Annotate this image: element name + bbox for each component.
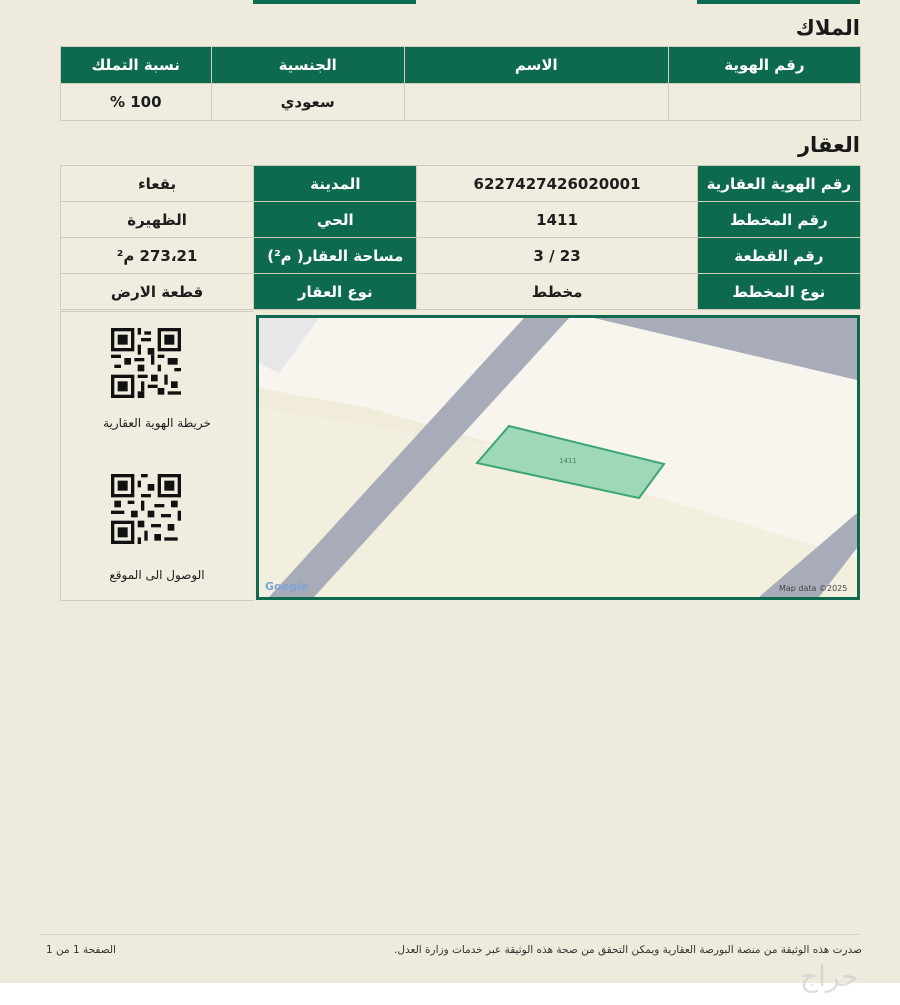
table-row	[61, 274, 861, 310]
property-label: المدينة	[254, 166, 417, 202]
qr-panel	[60, 311, 253, 601]
table-row	[61, 166, 861, 202]
property-value: 1411	[417, 202, 697, 238]
property-label: مساحة العقار( م²)	[254, 238, 417, 274]
qr-code-location-icon[interactable]	[111, 474, 181, 544]
property-label: نوع المخطط	[697, 274, 860, 310]
qr-location-label: الوصول الى الموقع	[109, 568, 205, 582]
property-label: الحي	[254, 202, 417, 238]
table-row	[61, 202, 861, 238]
property-value: مخطط	[417, 274, 697, 310]
bottom-strip	[0, 983, 900, 1005]
owner-nationality-cell: سعودي	[211, 84, 404, 121]
owners-header-ratio: نسبة التملك	[61, 47, 212, 84]
owner-ratio-cell: 100 %	[61, 84, 212, 121]
property-label: رقم الهوية العقارية	[697, 166, 860, 202]
property-value: الظهيرة	[61, 202, 254, 238]
qr-map-label: خريطة الهوية العقارية	[103, 416, 211, 430]
parcel-number: 1411	[559, 457, 577, 465]
owners-section-title: الملاك	[795, 16, 860, 40]
property-table	[60, 165, 861, 310]
owners-header-name: الاسم	[404, 47, 668, 84]
google-logo: Google	[265, 580, 309, 593]
property-value: 273،21 م²	[61, 238, 254, 274]
parcel-map[interactable]	[256, 315, 860, 600]
property-label: رقم القطعة	[697, 238, 860, 274]
property-label: رقم المخطط	[697, 202, 860, 238]
owners-header-id: رقم الهوية	[668, 47, 860, 84]
top-table-edge	[0, 0, 900, 4]
owners-header-nationality: الجنسية	[211, 47, 404, 84]
owner-id-cell	[668, 84, 860, 121]
haraj-watermark: حراج	[800, 960, 859, 993]
property-section-title: العقار	[797, 133, 860, 157]
table-row	[61, 238, 861, 274]
property-value: بقعاء	[61, 166, 254, 202]
property-value: 23 / 3	[417, 238, 697, 274]
owners-table	[60, 46, 861, 121]
qr-code-map-icon[interactable]	[111, 328, 181, 398]
property-value: قطعة الارض	[61, 274, 254, 310]
footer-divider	[40, 934, 860, 935]
page-number: الصفحة 1 من 1	[46, 944, 116, 956]
property-label: نوع العقار	[254, 274, 417, 310]
footer-note: صدرت هذه الوثيقة من منصة البورصة العقارية ويمكن التحقق من صحة هذه الوثيقة عبر خدمات وزارة العدل.	[394, 944, 862, 956]
map-data-credit: Map data ©2025	[779, 584, 848, 593]
owner-name-cell	[404, 84, 668, 121]
property-value: 6227427426020001	[417, 166, 697, 202]
